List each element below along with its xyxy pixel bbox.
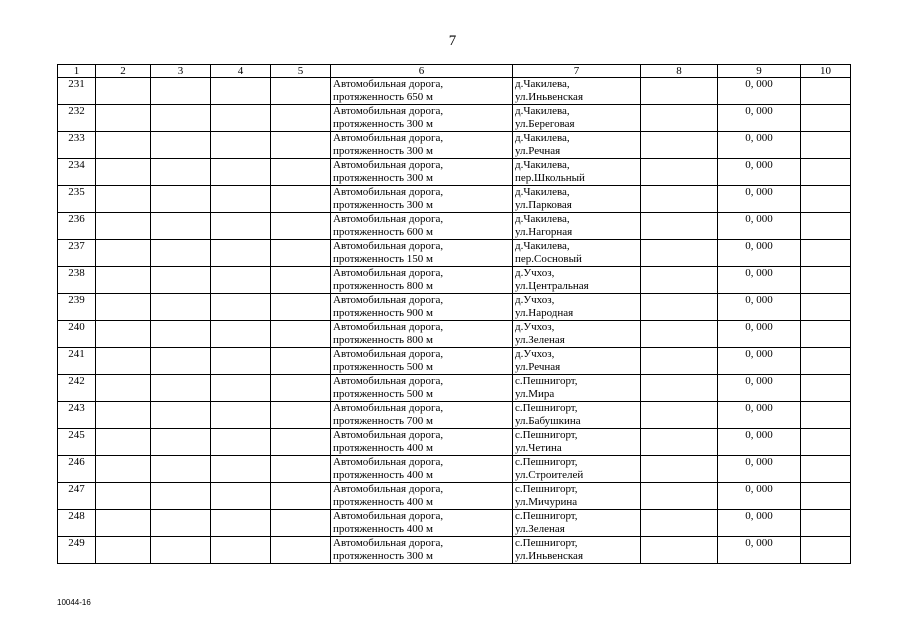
row-number: 233	[58, 132, 96, 159]
empty-cell	[151, 186, 211, 213]
address-cell	[513, 294, 641, 321]
cell-line: протяженность 600 м	[333, 226, 434, 238]
object-cell	[331, 321, 513, 348]
cell-line: д.Чакилева,	[515, 213, 570, 225]
cell-line: протяженность 300 м	[333, 550, 434, 562]
cell-line: с.Пешнигорт,	[515, 510, 578, 522]
table-row	[58, 267, 851, 294]
empty-cell	[641, 537, 718, 564]
empty-cell	[211, 402, 271, 429]
empty-cell	[151, 78, 211, 105]
row-number: 231	[58, 78, 96, 105]
address-cell	[513, 105, 641, 132]
empty-cell	[641, 348, 718, 375]
value-cell: 0, 000	[718, 456, 801, 483]
row-number: 243	[58, 402, 96, 429]
empty-cell	[801, 483, 851, 510]
empty-cell	[96, 132, 151, 159]
empty-cell	[801, 240, 851, 267]
cell-line: с.Пешнигорт,	[515, 483, 578, 495]
value-cell: 0, 000	[718, 429, 801, 456]
cell-line: ул.Зеленая	[515, 334, 565, 346]
object-cell	[331, 78, 513, 105]
address-cell	[513, 321, 641, 348]
empty-cell	[641, 375, 718, 402]
object-cell	[331, 240, 513, 267]
object-cell	[331, 429, 513, 456]
empty-cell	[801, 294, 851, 321]
empty-cell	[801, 267, 851, 294]
column-header: 6	[331, 65, 513, 78]
empty-cell	[801, 213, 851, 240]
value-cell: 0, 000	[718, 348, 801, 375]
object-cell	[331, 510, 513, 537]
address-cell	[513, 483, 641, 510]
cell-line: ул.Речная	[515, 361, 561, 373]
empty-cell	[641, 321, 718, 348]
cell-line: д.Учхоз,	[515, 348, 555, 360]
row-number: 242	[58, 375, 96, 402]
empty-cell	[211, 483, 271, 510]
cell-line: ул.Четина	[515, 442, 562, 454]
empty-cell	[211, 510, 271, 537]
address-cell	[513, 159, 641, 186]
empty-cell	[211, 348, 271, 375]
empty-cell	[641, 267, 718, 294]
row-number: 236	[58, 213, 96, 240]
empty-cell	[211, 186, 271, 213]
empty-cell	[271, 321, 331, 348]
empty-cell	[271, 159, 331, 186]
cell-line: протяженность 800 м	[333, 334, 434, 346]
address-cell	[513, 402, 641, 429]
cell-line: с.Пешнигорт,	[515, 402, 578, 414]
empty-cell	[151, 105, 211, 132]
object-cell	[331, 186, 513, 213]
cell-line: ул.Бабушкина	[515, 415, 581, 427]
object-cell	[331, 159, 513, 186]
value-cell: 0, 000	[718, 132, 801, 159]
cell-line: Автомобильная дорога,	[333, 429, 444, 441]
object-cell	[331, 375, 513, 402]
value-cell: 0, 000	[718, 483, 801, 510]
object-cell	[331, 483, 513, 510]
table-row	[58, 186, 851, 213]
registry-table	[57, 64, 851, 564]
empty-cell	[641, 294, 718, 321]
cell-line: протяженность 400 м	[333, 442, 434, 454]
empty-cell	[96, 348, 151, 375]
empty-cell	[211, 159, 271, 186]
cell-line: Автомобильная дорога,	[333, 456, 444, 468]
empty-cell	[151, 402, 211, 429]
table-row	[58, 132, 851, 159]
cell-line: протяженность 900 м	[333, 307, 434, 319]
object-cell	[331, 105, 513, 132]
empty-cell	[801, 537, 851, 564]
cell-line: д.Чакилева,	[515, 105, 570, 117]
table-row	[58, 213, 851, 240]
cell-line: д.Учхоз,	[515, 267, 555, 279]
address-cell	[513, 78, 641, 105]
empty-cell	[271, 78, 331, 105]
empty-cell	[641, 186, 718, 213]
empty-cell	[641, 483, 718, 510]
cell-line: Автомобильная дорога,	[333, 267, 444, 279]
empty-cell	[96, 429, 151, 456]
empty-cell	[96, 456, 151, 483]
empty-cell	[271, 483, 331, 510]
empty-cell	[801, 78, 851, 105]
empty-cell	[151, 510, 211, 537]
cell-line: д.Чакилева,	[515, 78, 570, 90]
value-cell: 0, 000	[718, 321, 801, 348]
document-code: 10044-16	[57, 598, 91, 607]
empty-cell	[151, 267, 211, 294]
empty-cell	[211, 456, 271, 483]
column-header: 3	[151, 65, 211, 78]
address-cell	[513, 348, 641, 375]
value-cell: 0, 000	[718, 537, 801, 564]
empty-cell	[96, 267, 151, 294]
table-body	[58, 78, 851, 564]
cell-line: д.Учхоз,	[515, 321, 555, 333]
value-cell: 0, 000	[718, 213, 801, 240]
empty-cell	[801, 105, 851, 132]
empty-cell	[211, 105, 271, 132]
empty-cell	[151, 456, 211, 483]
empty-cell	[641, 78, 718, 105]
empty-cell	[96, 294, 151, 321]
empty-cell	[96, 240, 151, 267]
column-header: 8	[641, 65, 718, 78]
cell-line: с.Пешнигорт,	[515, 456, 578, 468]
value-cell: 0, 000	[718, 267, 801, 294]
row-number: 249	[58, 537, 96, 564]
cell-line: ул.Речная	[515, 145, 561, 157]
address-cell	[513, 429, 641, 456]
empty-cell	[151, 375, 211, 402]
column-header: 5	[271, 65, 331, 78]
cell-line: пер.Сосновый	[515, 253, 582, 265]
cell-line: д.Чакилева,	[515, 186, 570, 198]
empty-cell	[271, 105, 331, 132]
empty-cell	[801, 348, 851, 375]
value-cell: 0, 000	[718, 402, 801, 429]
empty-cell	[211, 213, 271, 240]
value-cell: 0, 000	[718, 240, 801, 267]
value-cell: 0, 000	[718, 105, 801, 132]
cell-line: Автомобильная дорога,	[333, 132, 444, 144]
cell-line: ул.Народная	[515, 307, 574, 319]
column-header: 10	[801, 65, 851, 78]
empty-cell	[211, 132, 271, 159]
empty-cell	[641, 402, 718, 429]
empty-cell	[271, 402, 331, 429]
table-row	[58, 456, 851, 483]
table-row	[58, 429, 851, 456]
empty-cell	[271, 348, 331, 375]
cell-line: Автомобильная дорога,	[333, 375, 444, 387]
cell-line: Автомобильная дорога,	[333, 402, 444, 414]
empty-cell	[211, 294, 271, 321]
row-number: 245	[58, 429, 96, 456]
table-row	[58, 78, 851, 105]
empty-cell	[271, 132, 331, 159]
table-row	[58, 510, 851, 537]
empty-cell	[96, 213, 151, 240]
empty-cell	[271, 456, 331, 483]
value-cell: 0, 000	[718, 294, 801, 321]
row-number: 247	[58, 483, 96, 510]
empty-cell	[641, 240, 718, 267]
cell-line: протяженность 500 м	[333, 388, 434, 400]
cell-line: Автомобильная дорога,	[333, 78, 444, 90]
address-cell	[513, 456, 641, 483]
empty-cell	[151, 132, 211, 159]
cell-line: протяженность 500 м	[333, 361, 434, 373]
cell-line: Автомобильная дорога,	[333, 186, 444, 198]
empty-cell	[96, 78, 151, 105]
row-number: 234	[58, 159, 96, 186]
address-cell	[513, 510, 641, 537]
empty-cell	[211, 375, 271, 402]
cell-line: ул.Центральная	[515, 280, 589, 292]
row-number: 246	[58, 456, 96, 483]
table-row	[58, 348, 851, 375]
cell-line: протяженность 300 м	[333, 145, 434, 157]
empty-cell	[151, 294, 211, 321]
column-header: 7	[513, 65, 641, 78]
empty-cell	[271, 429, 331, 456]
cell-line: Автомобильная дорога,	[333, 537, 444, 549]
cell-line: д.Чакилева,	[515, 132, 570, 144]
object-cell	[331, 456, 513, 483]
table-row	[58, 483, 851, 510]
empty-cell	[801, 186, 851, 213]
empty-cell	[641, 105, 718, 132]
address-cell	[513, 213, 641, 240]
cell-line: ул.Мира	[515, 388, 555, 400]
row-number: 248	[58, 510, 96, 537]
object-cell	[331, 294, 513, 321]
cell-line: Автомобильная дорога,	[333, 240, 444, 252]
object-cell	[331, 213, 513, 240]
empty-cell	[151, 537, 211, 564]
empty-cell	[96, 537, 151, 564]
page-number: 7	[448, 33, 457, 49]
address-cell	[513, 375, 641, 402]
cell-line: с.Пешнигорт,	[515, 537, 578, 549]
row-number: 241	[58, 348, 96, 375]
empty-cell	[801, 402, 851, 429]
table-row	[58, 240, 851, 267]
cell-line: протяженность 300 м	[333, 118, 434, 130]
value-cell: 0, 000	[718, 159, 801, 186]
row-number: 240	[58, 321, 96, 348]
cell-line: Автомобильная дорога,	[333, 213, 444, 225]
row-number: 237	[58, 240, 96, 267]
empty-cell	[801, 132, 851, 159]
cell-line: протяженность 800 м	[333, 280, 434, 292]
cell-line: ул.Береговая	[515, 118, 575, 130]
empty-cell	[211, 240, 271, 267]
empty-cell	[211, 267, 271, 294]
header-row	[58, 65, 851, 78]
empty-cell	[211, 78, 271, 105]
cell-line: пер.Школьный	[515, 172, 585, 184]
column-header: 4	[211, 65, 271, 78]
row-number: 232	[58, 105, 96, 132]
row-number: 238	[58, 267, 96, 294]
cell-line: ул.Нагорная	[515, 226, 573, 238]
table-row	[58, 294, 851, 321]
empty-cell	[151, 429, 211, 456]
empty-cell	[151, 159, 211, 186]
cell-line: д.Чакилева,	[515, 240, 570, 252]
empty-cell	[96, 510, 151, 537]
cell-line: Автомобильная дорога,	[333, 483, 444, 495]
empty-cell	[641, 429, 718, 456]
empty-cell	[801, 321, 851, 348]
cell-line: Автомобильная дорога,	[333, 294, 444, 306]
column-header: 1	[58, 65, 96, 78]
value-cell: 0, 000	[718, 510, 801, 537]
address-cell	[513, 186, 641, 213]
cell-line: протяженность 400 м	[333, 496, 434, 508]
empty-cell	[96, 105, 151, 132]
address-cell	[513, 240, 641, 267]
column-header: 9	[718, 65, 801, 78]
object-cell	[331, 348, 513, 375]
value-cell: 0, 000	[718, 78, 801, 105]
cell-line: протяженность 400 м	[333, 469, 434, 481]
empty-cell	[271, 375, 331, 402]
empty-cell	[271, 267, 331, 294]
cell-line: протяженность 300 м	[333, 199, 434, 211]
row-number: 239	[58, 294, 96, 321]
cell-line: протяженность 150 м	[333, 253, 434, 265]
empty-cell	[211, 321, 271, 348]
cell-line: Автомобильная дорога,	[333, 321, 444, 333]
empty-cell	[96, 483, 151, 510]
empty-cell	[641, 456, 718, 483]
cell-line: д.Чакилева,	[515, 159, 570, 171]
table-row	[58, 375, 851, 402]
cell-line: протяженность 300 м	[333, 172, 434, 184]
cell-line: ул.Иньвенская	[515, 550, 584, 562]
cell-line: Автомобильная дорога,	[333, 348, 444, 360]
cell-line: протяженность 650 м	[333, 91, 434, 103]
cell-line: Автомобильная дорога,	[333, 105, 444, 117]
cell-line: протяженность 700 м	[333, 415, 434, 427]
value-cell: 0, 000	[718, 375, 801, 402]
table-row	[58, 105, 851, 132]
empty-cell	[151, 213, 211, 240]
empty-cell	[271, 213, 331, 240]
empty-cell	[96, 186, 151, 213]
empty-cell	[641, 159, 718, 186]
table-row	[58, 321, 851, 348]
empty-cell	[96, 402, 151, 429]
cell-line: Автомобильная дорога,	[333, 159, 444, 171]
empty-cell	[271, 510, 331, 537]
cell-line: ул.Строителей	[515, 469, 584, 481]
object-cell	[331, 402, 513, 429]
table-row	[58, 537, 851, 564]
table-row	[58, 159, 851, 186]
cell-line: с.Пешнигорт,	[515, 429, 578, 441]
object-cell	[331, 132, 513, 159]
cell-line: с.Пешнигорт,	[515, 375, 578, 387]
empty-cell	[151, 483, 211, 510]
object-cell	[331, 267, 513, 294]
empty-cell	[151, 240, 211, 267]
address-cell	[513, 267, 641, 294]
empty-cell	[271, 537, 331, 564]
address-cell	[513, 537, 641, 564]
empty-cell	[211, 429, 271, 456]
row-number: 235	[58, 186, 96, 213]
empty-cell	[801, 510, 851, 537]
column-header: 2	[96, 65, 151, 78]
cell-line: ул.Парковая	[515, 199, 572, 211]
empty-cell	[801, 159, 851, 186]
empty-cell	[271, 294, 331, 321]
cell-line: ул.Мичурина	[515, 496, 578, 508]
cell-line: протяженность 400 м	[333, 523, 434, 535]
empty-cell	[641, 132, 718, 159]
empty-cell	[96, 321, 151, 348]
empty-cell	[271, 186, 331, 213]
empty-cell	[801, 429, 851, 456]
empty-cell	[271, 240, 331, 267]
empty-cell	[211, 537, 271, 564]
empty-cell	[151, 348, 211, 375]
table-row	[58, 402, 851, 429]
empty-cell	[641, 213, 718, 240]
cell-line: ул.Иньвенская	[515, 91, 584, 103]
empty-cell	[801, 375, 851, 402]
cell-line: ул.Зеленая	[515, 523, 565, 535]
cell-line: Автомобильная дорога,	[333, 510, 444, 522]
address-cell	[513, 132, 641, 159]
value-cell: 0, 000	[718, 186, 801, 213]
empty-cell	[801, 456, 851, 483]
empty-cell	[96, 375, 151, 402]
cell-line: д.Учхоз,	[515, 294, 555, 306]
object-cell	[331, 537, 513, 564]
empty-cell	[151, 321, 211, 348]
empty-cell	[96, 159, 151, 186]
empty-cell	[641, 510, 718, 537]
